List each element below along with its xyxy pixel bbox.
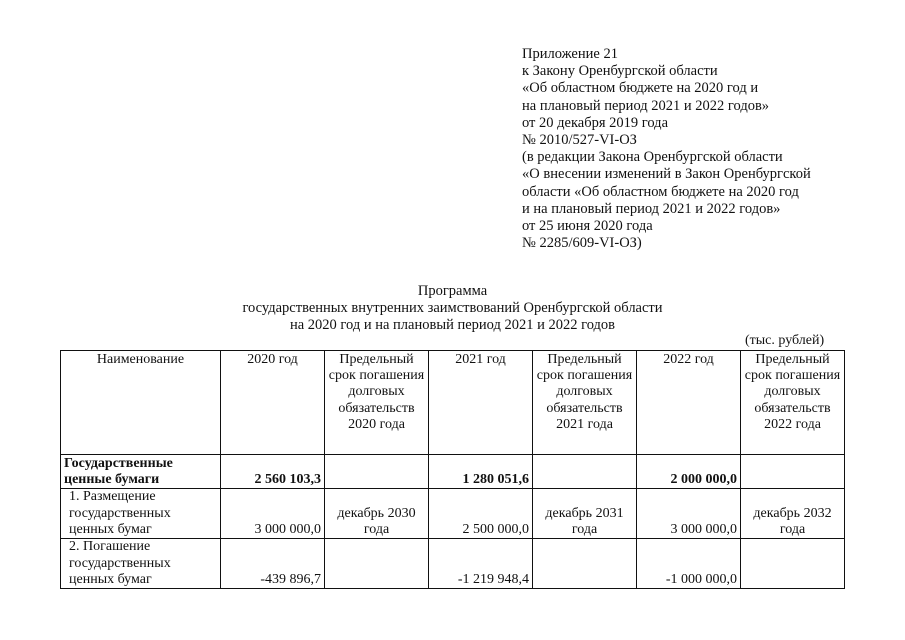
header-2020: 2020 год	[221, 351, 325, 455]
value-2021: -1 219 948,4	[429, 539, 533, 589]
header-2021: 2021 год	[429, 351, 533, 455]
appendix-line: от 20 декабря 2019 года	[522, 114, 668, 131]
appendix-header	[522, 46, 811, 252]
table-header-row	[61, 351, 845, 455]
appendix-line: Приложение 21	[522, 46, 618, 62]
term-2020	[325, 539, 429, 589]
appendix-line: на плановый период 2021 и 2022 годов»	[522, 97, 770, 114]
term-2021	[533, 539, 637, 589]
value-2022: 2 000 000,0	[637, 455, 741, 489]
appendix-line: «Об областном бюджете на 2020 год и	[522, 80, 759, 97]
value-2022: 3 000 000,0	[637, 489, 741, 539]
term-2021	[533, 455, 637, 489]
table-row	[61, 455, 845, 489]
header-term-2020: Предельный срок погашения долговых обязательств 2020 года	[325, 351, 429, 455]
appendix-line: к Закону Оренбургской области	[522, 63, 718, 80]
title-line-1: Программа	[417, 283, 488, 299]
value-2020: 2 560 103,3	[221, 455, 325, 489]
value-2022: -1 000 000,0	[637, 539, 741, 589]
value-2021: 1 280 051,6	[429, 455, 533, 489]
title-line-3: на 2020 год и на плановый период 2021 и 2022 годов	[289, 317, 616, 333]
appendix-line: «О внесении изменений в Закон Оренбургской	[522, 166, 811, 183]
term-2020	[325, 455, 429, 489]
appendix-line: от 25 июня 2020 года	[522, 218, 653, 235]
term-2022	[741, 539, 845, 589]
appendix-line: № 2285/609-VI-ОЗ)	[522, 235, 642, 252]
value-2020: 3 000 000,0	[221, 489, 325, 539]
value-2020: -439 896,7	[221, 539, 325, 589]
header-term-2021: Предельный срок погашения долговых обязательств 2021 года	[533, 351, 637, 455]
term-2020: декабрь 2030 года	[325, 489, 429, 539]
value-2021: 2 500 000,0	[429, 489, 533, 539]
appendix-line: № 2010/527-VI-ОЗ	[522, 132, 637, 149]
document-period	[200, 317, 705, 334]
header-term-2022: Предельный срок погашения долговых обязательств 2022 года	[741, 351, 845, 455]
header-2022: 2022 год	[637, 351, 741, 455]
units-label: (тыс. рублей)	[745, 333, 825, 348]
appendix-line: и на плановый период 2021 и 2022 годов»	[522, 200, 781, 217]
appendix-line: (в редакции Закона Оренбургской области	[522, 149, 783, 166]
table-row	[61, 489, 845, 539]
document-subtitle	[200, 300, 705, 317]
document-title	[200, 283, 705, 300]
table-row	[61, 539, 845, 589]
header-name: Наименование	[61, 351, 221, 455]
term-2022	[741, 455, 845, 489]
borrowing-program-table	[60, 350, 845, 589]
row-name: 2. Погашение государственных ценных бумаг	[61, 539, 221, 589]
term-2022: декабрь 2032 года	[741, 489, 845, 539]
term-2021: декабрь 2031 года	[533, 489, 637, 539]
appendix-line: области «Об областном бюджете на 2020 год	[522, 183, 799, 200]
title-line-2: государственных внутренних заимствований Оренбургской области	[242, 300, 663, 316]
row-name: Государственные ценные бумаги	[61, 455, 221, 489]
row-name: 1. Размещение государственных ценных бумаг	[61, 489, 221, 539]
